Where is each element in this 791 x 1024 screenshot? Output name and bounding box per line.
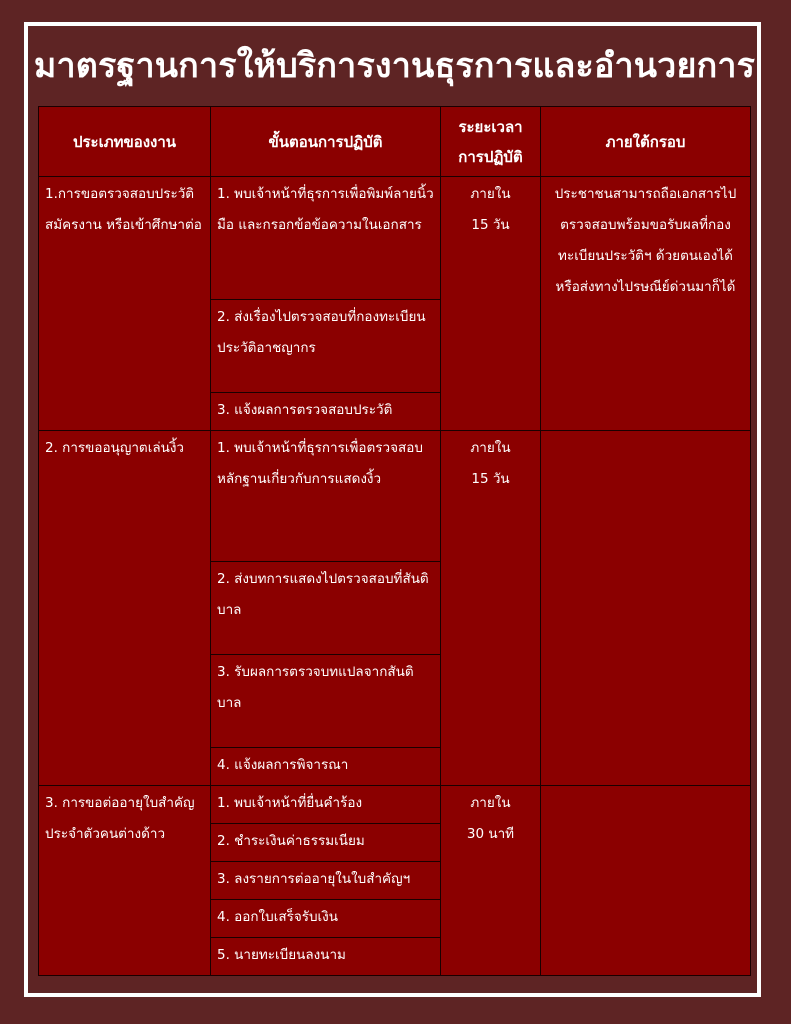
duration-cell: ภายใน 15 วัน: [441, 177, 541, 431]
work-type-cell: 1.การขอตรวจสอบประวัติสมัครงาน หรือเข้าศึกษาต่อ: [39, 177, 211, 431]
step-cell: 2. ชำระเงินค่าธรรมเนียม: [211, 824, 441, 862]
step-cell: 2. ส่งบทการแสดงไปตรวจสอบที่สันติบาล: [211, 562, 441, 655]
step-cell: 3. แจ้งผลการตรวจสอบประวัติ: [211, 393, 441, 431]
step-cell: 2. ส่งเรื่องไปตรวจสอบที่กองทะเบียน ประวัติอาชญากร: [211, 300, 441, 393]
step-cell: 1. พบเจ้าหน้าที่ธุรการเพื่อตรวจสอบ หลักฐานเกี่ยวกับการแสดงงิ้ว: [211, 431, 441, 562]
step-cell: 1. พบเจ้าหน้าที่ยื่นคำร้อง: [211, 786, 441, 824]
header-steps: ขั้นตอนการปฏิบัติ: [211, 107, 441, 177]
table-row: [39, 786, 751, 824]
step-cell: 3. รับผลการตรวจบทแปลจากสันติบาล: [211, 655, 441, 748]
service-standard-table: [38, 106, 751, 976]
work-type-cell: 3. การขอต่ออายุใบสำคัญประจำตัวคนต่างด้าว: [39, 786, 211, 976]
header-row: [39, 107, 751, 177]
step-cell: 5. นายทะเบียนลงนาม: [211, 938, 441, 976]
header-duration: ระยะเวลา การปฏิบัติ: [441, 107, 541, 177]
page-title: มาตรฐานการให้บริการงานธุรการและอำนวยการ: [33, 46, 756, 86]
framework-cell: [541, 431, 751, 786]
step-cell: 1. พบเจ้าหน้าที่ธุรการเพื่อพิมพ์ลายนิ้วมือ และกรอกข้อข้อความในเอกสาร: [211, 177, 441, 300]
step-cell: 4. แจ้งผลการพิจารณา: [211, 748, 441, 786]
step-cell: 4. ออกใบเสร็จรับเงิน: [211, 900, 441, 938]
duration-cell: ภายใน 15 วัน: [441, 431, 541, 786]
table-row: [39, 177, 751, 300]
framework-cell: ประชาชนสามารถถือเอกสารไปตรวจสอบพร้อมขอรับผลที่กองทะเบียนประวัติฯ ด้วยตนเองได้ หรือส่งทางไปรษณีย์ด่วนมาก็ได้: [541, 177, 751, 431]
header-framework: ภายใต้กรอบ: [541, 107, 751, 177]
framework-cell: [541, 786, 751, 976]
header-type: ประเภทของงาน: [39, 107, 211, 177]
work-type-cell: 2. การขออนุญาตเล่นงิ้ว: [39, 431, 211, 786]
duration-cell: ภายใน 30 นาที: [441, 786, 541, 976]
step-cell: 3. ลงรายการต่ออายุในใบสำคัญฯ: [211, 862, 441, 900]
table-row: [39, 431, 751, 562]
